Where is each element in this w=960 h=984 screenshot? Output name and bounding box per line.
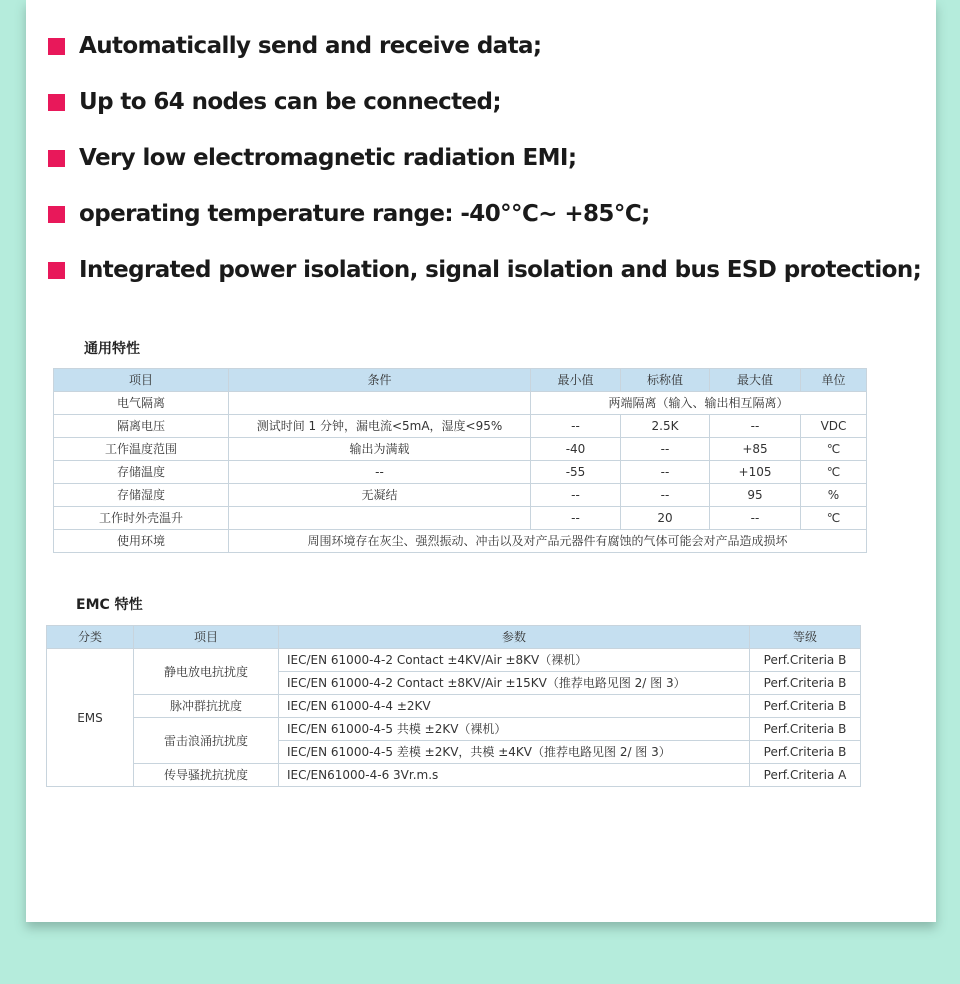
- table-row: [54, 438, 867, 461]
- feature-item: [46, 74, 906, 130]
- table-header-row: [54, 369, 867, 392]
- feature-text: Very low electromagnetic radiation EMI;: [79, 145, 577, 171]
- grade-cell: Perf.Criteria B: [750, 718, 861, 741]
- nominal-cell: 2.5K: [621, 415, 710, 438]
- grade-cell: Perf.Criteria A: [750, 764, 861, 787]
- grade-cell: Perf.Criteria B: [750, 672, 861, 695]
- item-cell: 工作时外壳温升: [54, 507, 229, 530]
- min-cell: --: [531, 507, 621, 530]
- param-cell: IEC/EN 61000-4-4 ±2KV: [279, 695, 750, 718]
- bullet-square-icon: [48, 206, 65, 223]
- param-cell: IEC/EN 61000-4-5 差模 ±2KV，共模 ±4KV（推荐电路见图 2/ 图 3）: [279, 741, 750, 764]
- header-cell: 分类: [47, 626, 134, 649]
- grade-cell: Perf.Criteria B: [750, 695, 861, 718]
- grade-cell: Perf.Criteria B: [750, 741, 861, 764]
- feature-item: [46, 242, 922, 298]
- item-cell: 存储湿度: [54, 484, 229, 507]
- condition-cell: [229, 507, 531, 530]
- item-cell: 传导骚扰抗扰度: [134, 764, 279, 787]
- table-row: [54, 484, 867, 507]
- header-cell: 项目: [134, 626, 279, 649]
- nominal-cell: --: [621, 438, 710, 461]
- category-cell: EMS: [47, 649, 134, 787]
- feature-text: Automatically send and receive data;: [79, 33, 542, 59]
- item-cell: 使用环境: [54, 530, 229, 553]
- min-cell: -40: [531, 438, 621, 461]
- item-cell: 雷击浪涌抗扰度: [134, 718, 279, 764]
- feature-list: [46, 18, 922, 298]
- max-cell: +105: [710, 461, 801, 484]
- header-cell: 最大值: [710, 369, 801, 392]
- table-row: [47, 718, 861, 741]
- min-cell: --: [531, 415, 621, 438]
- bullet-square-icon: [48, 150, 65, 167]
- max-cell: --: [710, 507, 801, 530]
- header-cell: 等级: [750, 626, 861, 649]
- table-row: [47, 649, 861, 672]
- condition-cell: 输出为满载: [229, 438, 531, 461]
- unit-cell: ℃: [801, 438, 867, 461]
- table-row: [54, 415, 867, 438]
- max-cell: +85: [710, 438, 801, 461]
- item-cell: 隔离电压: [54, 415, 229, 438]
- emc-specs-title: EMC 特性: [76, 597, 143, 613]
- max-cell: 95: [710, 484, 801, 507]
- table-header-row: [47, 626, 861, 649]
- header-cell: 项目: [54, 369, 229, 392]
- general-specs-title: 通用特性: [84, 341, 140, 357]
- header-cell: 条件: [229, 369, 531, 392]
- feature-item: [46, 130, 906, 186]
- header-cell: 单位: [801, 369, 867, 392]
- nominal-cell: --: [621, 461, 710, 484]
- item-cell: 电气隔离: [54, 392, 229, 415]
- condition-cell: --: [229, 461, 531, 484]
- max-cell: --: [710, 415, 801, 438]
- empty-cell: [229, 392, 531, 415]
- unit-cell: VDC: [801, 415, 867, 438]
- condition-cell: 无凝结: [229, 484, 531, 507]
- table-row: [47, 764, 861, 787]
- merged-cell: 两端隔离（输入、输出相互隔离）: [531, 392, 867, 415]
- nominal-cell: --: [621, 484, 710, 507]
- item-cell: 工作温度范围: [54, 438, 229, 461]
- feature-item: [46, 18, 906, 74]
- param-cell: IEC/EN 61000-4-5 共模 ±2KV（裸机）: [279, 718, 750, 741]
- bullet-square-icon: [48, 94, 65, 111]
- feature-text: Up to 64 nodes can be connected;: [79, 89, 501, 115]
- table-row: [54, 507, 867, 530]
- param-cell: IEC/EN61000-4-6 3Vr.m.s: [279, 764, 750, 787]
- table-row: [54, 392, 867, 415]
- min-cell: -55: [531, 461, 621, 484]
- condition-cell: 测试时间 1 分钟，漏电流<5mA，湿度<95%: [229, 415, 531, 438]
- bullet-square-icon: [48, 262, 65, 279]
- item-cell: 静电放电抗扰度: [134, 649, 279, 695]
- min-cell: --: [531, 484, 621, 507]
- unit-cell: %: [801, 484, 867, 507]
- feature-text: operating temperature range: -40°℃~ +85℃;: [79, 201, 650, 227]
- item-cell: 脉冲群抗扰度: [134, 695, 279, 718]
- table-row: [54, 530, 867, 553]
- param-cell: IEC/EN 61000-4-2 Contact ±4KV/Air ±8KV（裸机）: [279, 649, 750, 672]
- merged-cell: 周围环境存在灰尘、强烈振动、冲击以及对产品元器件有腐蚀的气体可能会对产品造成损坏: [229, 530, 867, 553]
- unit-cell: ℃: [801, 507, 867, 530]
- header-cell: 最小值: [531, 369, 621, 392]
- table-row: [54, 461, 867, 484]
- header-cell: 标称值: [621, 369, 710, 392]
- emc-specs-table: [46, 625, 861, 787]
- unit-cell: ℃: [801, 461, 867, 484]
- header-cell: 参数: [279, 626, 750, 649]
- grade-cell: Perf.Criteria B: [750, 649, 861, 672]
- param-cell: IEC/EN 61000-4-2 Contact ±8KV/Air ±15KV（推荐电路见图 2/ 图 3）: [279, 672, 750, 695]
- feature-text: Integrated power isolation, signal isolation and bus ESD protection;: [79, 257, 922, 283]
- item-cell: 存储温度: [54, 461, 229, 484]
- general-specs-table: [53, 368, 867, 553]
- nominal-cell: 20: [621, 507, 710, 530]
- table-row: [47, 695, 861, 718]
- bullet-square-icon: [48, 38, 65, 55]
- feature-item: [46, 186, 906, 242]
